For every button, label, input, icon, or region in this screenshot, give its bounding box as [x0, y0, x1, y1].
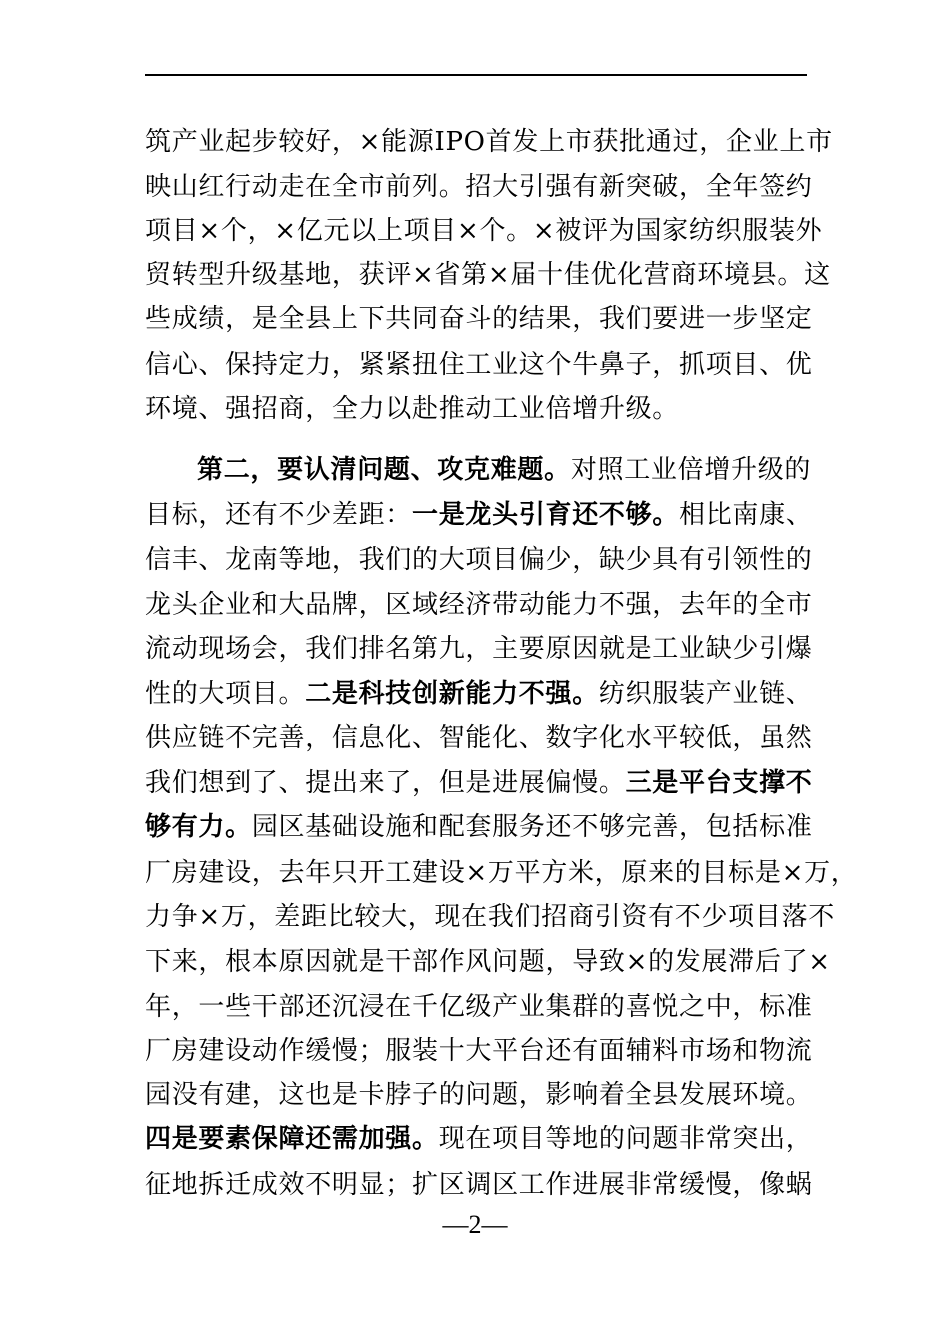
- page-number: —2—: [442, 1210, 508, 1239]
- paragraph-2-line: [145, 1124, 813, 1154]
- paragraph-2-line: [145, 723, 813, 753]
- paragraph-1-line: [145, 304, 813, 334]
- header-rule: [145, 74, 807, 76]
- paragraph-2-line: [145, 1036, 813, 1066]
- body-text: 映山红行动走在全市前列。招大引强有新突破，全年签约: [145, 172, 813, 202]
- body-text: 力争×万，差距比较大，现在我们招商引资有不少项目落不: [145, 902, 835, 932]
- body-text: 环境、强招商，全力以赴推动工业倍增升级。: [145, 394, 680, 424]
- body-text: 性的大项目。: [145, 679, 306, 709]
- paragraph-2-line: [145, 1080, 813, 1110]
- paragraph-1-line: [145, 172, 813, 202]
- body-text: 流动现场会，我们排名第九，主要原因就是工业缺少引爆: [145, 634, 813, 664]
- body-text: 征地拆迁成效不明显；扩区调区工作进展非常缓慢，像蜗: [145, 1170, 813, 1200]
- bold-heading-text: 四是要素保障还需加强。: [145, 1124, 439, 1154]
- bold-heading-text: 第二，要认清问题、攻克难题。: [197, 455, 571, 485]
- body-text: 目标，还有不少差距：: [145, 500, 413, 530]
- paragraph-1-line: [145, 127, 833, 157]
- body-text: 信心、保持定力，紧紧扭住工业这个牛鼻子，抓项目、优: [145, 350, 813, 380]
- body-text: 项目×个，×亿元以上项目×个。×被评为国家纺织服装外: [145, 216, 823, 246]
- paragraph-2-line: [145, 902, 835, 932]
- body-text: 供应链不完善，信息化、智能化、数字化水平较低，虽然: [145, 723, 813, 753]
- bold-heading-text: 三是平台支撑不: [625, 768, 813, 798]
- body-text: 下来，根本原因就是干部作风问题，导致×的发展滞后了×: [145, 947, 831, 977]
- paragraph-2-line: [145, 947, 831, 977]
- body-text: 我们想到了、提出来了，但是进展偏慢。: [145, 768, 626, 798]
- paragraph-2-line: [145, 1170, 813, 1200]
- body-text: 信丰、龙南等地，我们的大项目偏少，缺少具有引领性的: [145, 545, 813, 575]
- body-text: 些成绩，是全县上下共同奋斗的结果，我们要进一步坚定: [145, 304, 813, 334]
- paragraph-2-line: [145, 590, 813, 620]
- body-text: 纺织服装产业链、: [598, 679, 813, 709]
- paragraph-2-line: [145, 545, 813, 575]
- paragraph-2-line: [197, 455, 811, 485]
- body-text: 龙头企业和大品牌，区域经济带动能力不强，去年的全市: [145, 590, 813, 620]
- bold-heading-text: 够有力。: [145, 812, 252, 842]
- body-text: 厂房建设，去年只开工建设×万平方米，原来的目标是×万，: [145, 858, 858, 888]
- body-text: 现在项目等地的问题非常突出，: [438, 1124, 813, 1154]
- body-text: 园区基础设施和配套服务还不够完善，包括标准: [251, 812, 813, 842]
- paragraph-2-line: [145, 768, 813, 798]
- body-text: 厂房建设动作缓慢；服装十大平台还有面辅料市场和物流: [145, 1036, 813, 1066]
- paragraph-1-line: [145, 260, 831, 290]
- paragraph-1-line: [145, 216, 822, 246]
- paragraph-2-line: [145, 500, 813, 530]
- paragraph-2-line: [145, 858, 857, 888]
- body-text: 筑产业起步较好，×能源IPO首发上市获批通过，企业上市: [145, 127, 833, 157]
- paragraph-2-line: [145, 634, 813, 664]
- body-text: 对照工业倍增升级的: [570, 455, 812, 485]
- body-text: 年，一些干部还沉浸在千亿级产业集群的喜悦之中，标准: [145, 992, 813, 1022]
- paragraph-1-line: [145, 394, 679, 424]
- bold-heading-text: 一是龙头引育还不够。: [412, 500, 680, 530]
- paragraph-2-line: [145, 679, 813, 709]
- body-text: 相比南康、: [679, 500, 813, 530]
- body-text: 贸转型升级基地，获评×省第×届十佳优化营商环境县。这: [145, 260, 831, 290]
- paragraph-2-line: [145, 992, 813, 1022]
- body-text: 园没有建，这也是卡脖子的问题，影响着全县发展环境。: [145, 1080, 813, 1110]
- paragraph-2-line: [145, 812, 813, 842]
- paragraph-1-line: [145, 350, 813, 380]
- bold-heading-text: 二是科技创新能力不强。: [305, 679, 599, 709]
